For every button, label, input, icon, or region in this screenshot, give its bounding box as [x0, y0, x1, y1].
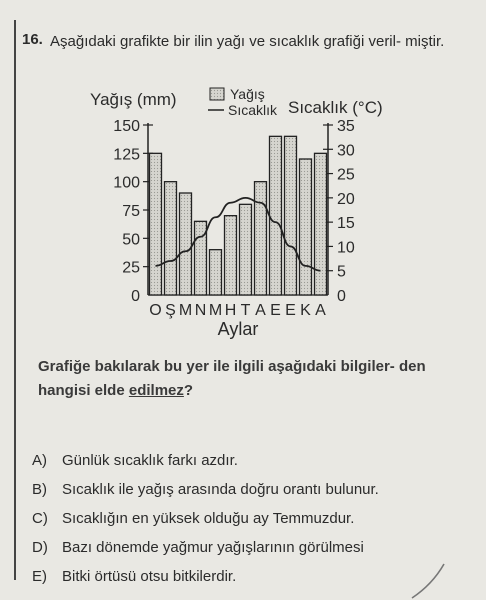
x-tick-label: E	[285, 302, 296, 319]
x-tick-label: E	[270, 302, 281, 319]
y2-tick-label: 10	[337, 239, 355, 257]
y-tick-label: 150	[113, 118, 140, 135]
y-axis-title: Yağış (mm)	[90, 90, 177, 109]
x-tick-label: A	[315, 302, 326, 319]
y2-tick-label: 25	[337, 166, 355, 184]
y2-axis-title: Sıcaklık (°C)	[288, 98, 383, 117]
bar-precipitation	[225, 216, 237, 295]
legend-label-line: Sıcaklık	[228, 102, 278, 118]
y-tick-label: 100	[113, 174, 140, 192]
bar-precipitation	[285, 136, 297, 295]
y2-tick-label: 15	[337, 215, 355, 233]
option-letter: D)	[32, 539, 48, 556]
x-tick-label: H	[224, 302, 237, 319]
y2-tick-label: 35	[337, 118, 355, 135]
ask-negation: edilmez	[128, 382, 184, 399]
y-tick-label: 125	[113, 146, 140, 164]
option-letter: E)	[32, 568, 47, 585]
y-tick-label: 0	[131, 288, 140, 305]
y-tick-label: 25	[122, 259, 140, 277]
bar-precipitation	[300, 159, 312, 295]
option-text: Bitki örtüsü otsu bitkilerdir.	[62, 568, 237, 585]
x-tick-label: O	[149, 302, 162, 319]
bar-precipitation	[210, 250, 222, 295]
bar-precipitation	[270, 136, 282, 295]
ask-suffix: ?	[183, 382, 194, 399]
ask-prefix: Grafiğe bakılarak bu yer ile ilgili aşağıdaki bilgiler- den hangisi elde	[38, 358, 426, 399]
question-stem: Aşağıdaki grafikte bir ilin yağı ve sıcaklık grafiği veril- miştir.	[50, 33, 445, 50]
bar-precipitation	[315, 153, 327, 295]
option-text: Bazı dönemde yağmur yağışlarının görülmesi	[62, 539, 364, 556]
y2-tick-label: 20	[337, 190, 355, 208]
bar-precipitation	[150, 153, 162, 295]
bar-precipitation	[180, 193, 192, 295]
y2-tick-label: 30	[337, 142, 355, 160]
question-number: 16.	[22, 31, 43, 48]
bar-precipitation	[255, 182, 267, 295]
option-text: Sıcaklığın en yüksek olduğu ay Temmuzdur.	[62, 510, 355, 527]
x-tick-label: K	[300, 302, 311, 319]
x-tick-label: T	[240, 302, 251, 319]
x-tick-label: M	[208, 302, 223, 319]
option-b[interactable]	[32, 475, 472, 504]
x-axis-title: Aylar	[217, 319, 259, 339]
x-tick-label: M	[178, 302, 193, 319]
pencil-check-mark	[400, 560, 460, 600]
x-tick-label: A	[255, 302, 266, 319]
option-letter: A)	[32, 452, 47, 469]
x-tick-label: N	[194, 302, 207, 319]
y2-tick-label: 5	[337, 263, 346, 281]
bar-precipitation	[165, 182, 177, 295]
bar-precipitation	[240, 204, 252, 295]
option-letter: C)	[32, 510, 48, 527]
option-d[interactable]	[32, 533, 472, 562]
option-text: Günlük sıcaklık farkı azdır.	[62, 452, 238, 469]
option-text: Sıcaklık ile yağış arasında doğru orantı bulunur.	[62, 481, 379, 498]
legend-label-bar: Yağış	[230, 86, 265, 102]
option-c[interactable]	[32, 504, 472, 533]
y-tick-label: 50	[122, 231, 140, 249]
y-tick-label: 75	[122, 203, 140, 220]
option-letter: B)	[32, 481, 47, 498]
climate-chart	[0, 80, 486, 350]
legend-swatch-bar	[210, 88, 224, 100]
option-a[interactable]	[32, 446, 472, 475]
y2-tick-label: 0	[337, 288, 346, 305]
question-ask	[38, 355, 458, 403]
x-tick-label: Ş	[165, 302, 176, 319]
